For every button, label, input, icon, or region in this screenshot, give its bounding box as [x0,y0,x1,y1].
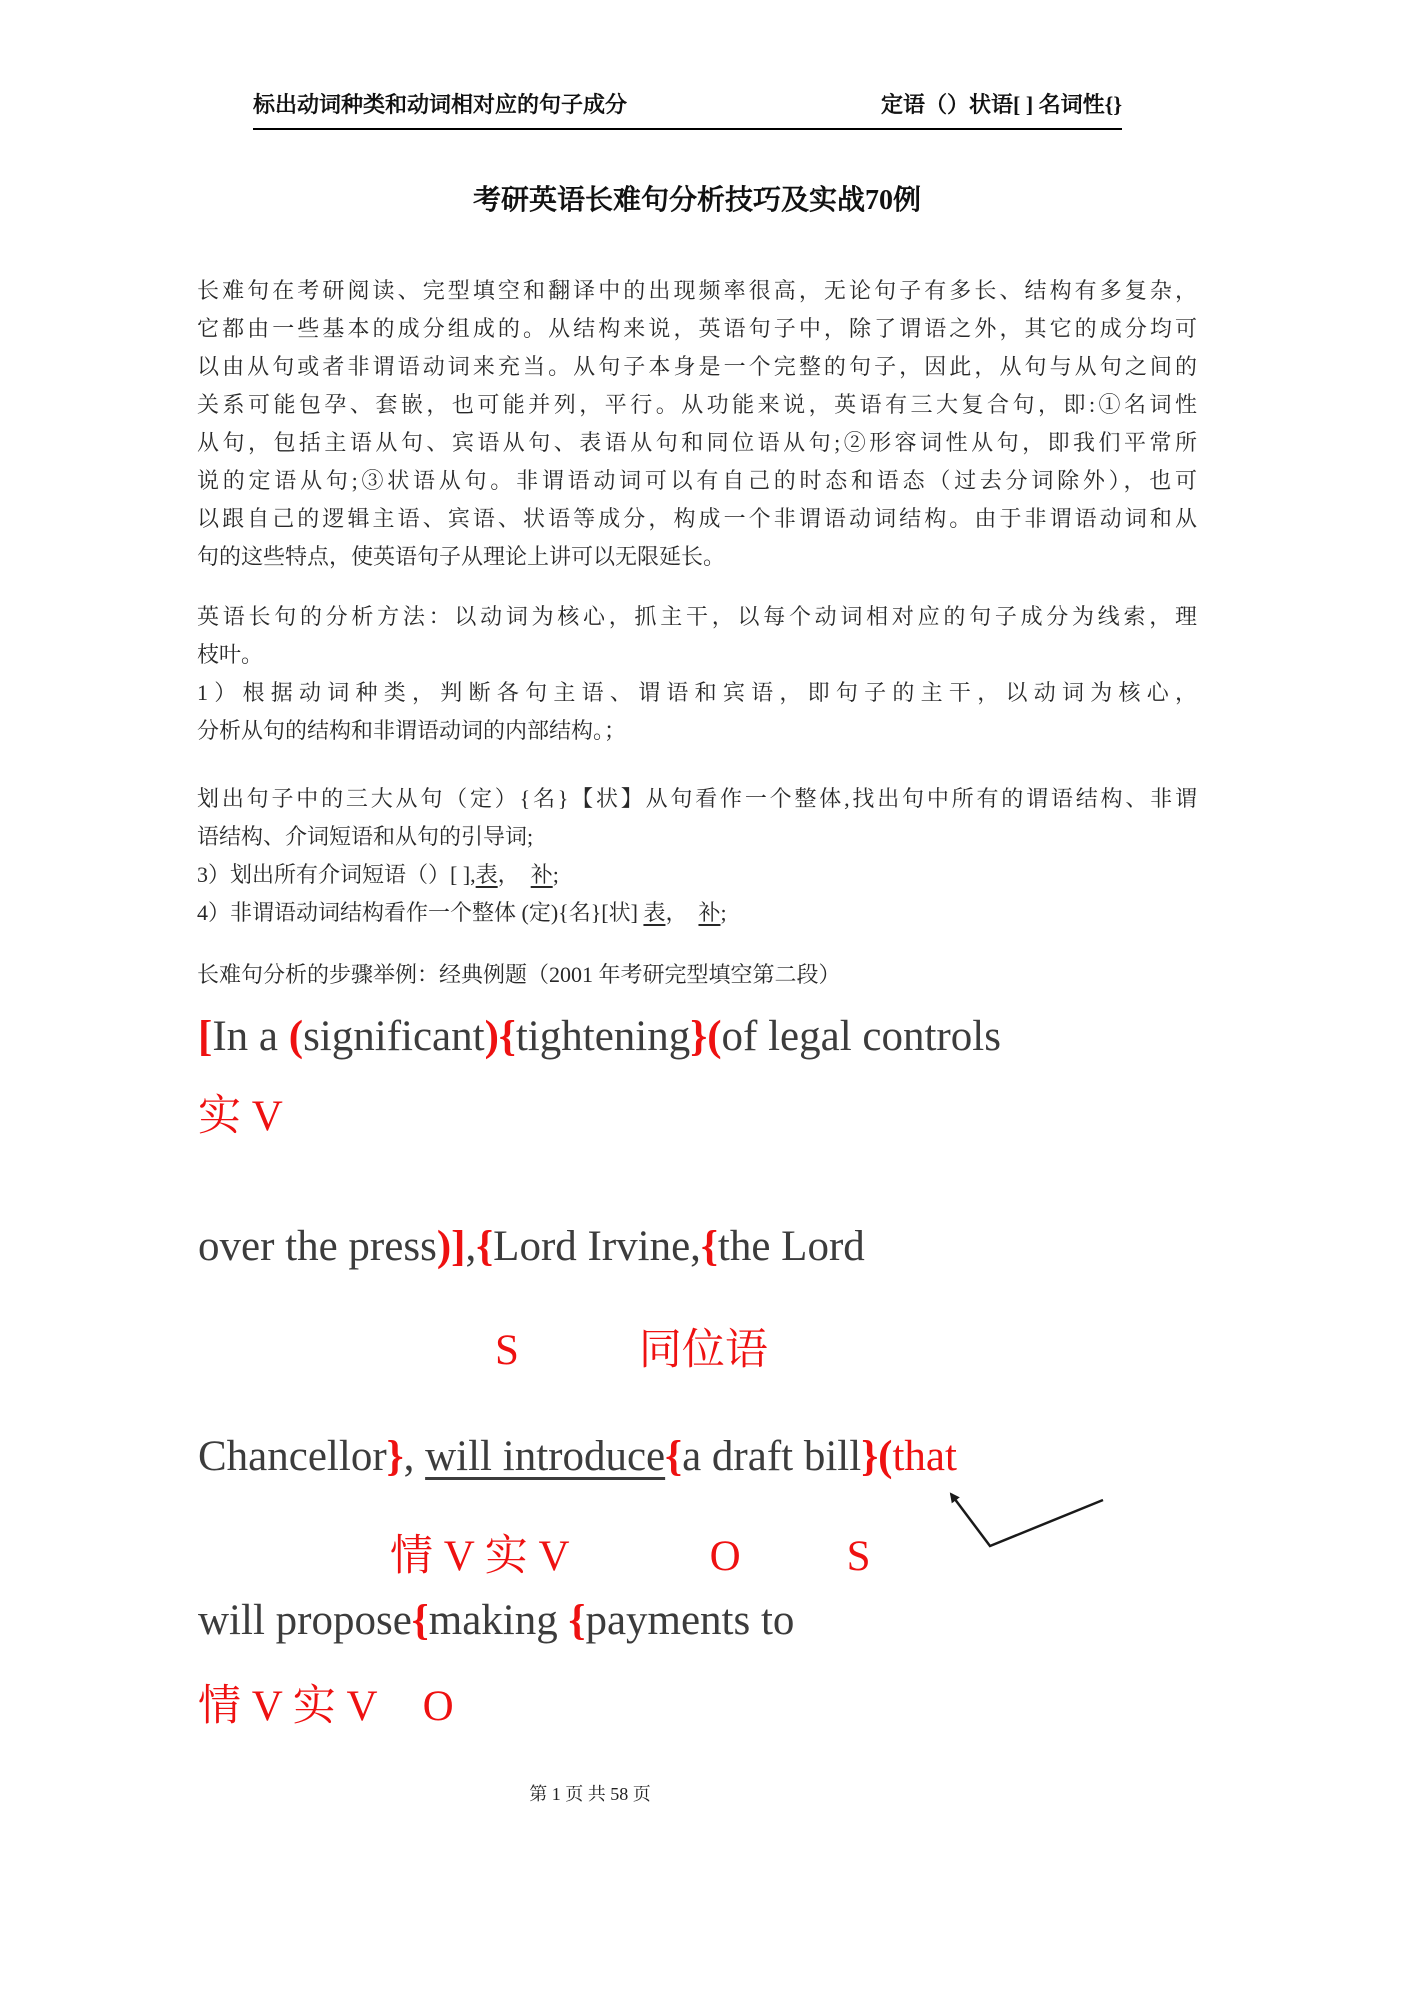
paragraph-line: 枝叶。 [197,642,264,667]
paragraph-line: 英语长句的分析方法：以动词为核心，抓主干，以每个动词相对应的句子成分为线索，理 [197,604,1197,629]
paragraph-line: 1）根据动词种类，判断各句主语、谓语和宾语，即句子的主干，以动词为核心， [197,680,1197,705]
grammar-annotation-line: 情 V 实 V O [198,1683,454,1730]
page-title: 考研英语长难句分析技巧及实战70例 [472,185,921,216]
example-sentence-block [198,1000,1408,1736]
paragraph-line: 划出句子中的三大从句（定）{名}【状】从句看作一个整体,找出句中所有的谓语结构、非谓 [197,786,1197,811]
paragraph-line: 分析从句的结构和非谓语动词的内部结构。； [197,718,627,743]
paragraph-line: 以由从句或者非谓语动词来充当。从句子本身是一个完整的句子，因此，从句与从句之间的 [197,354,1197,379]
paragraph-line: 语结构、介词短语和从句的引导词; [197,824,534,849]
header-left-label: 标出动词种类和动词相对应的句子成分 [253,92,628,117]
example-sentence-line: will propose{making {payments to [198,1597,795,1644]
paragraph-line: 说的定语从句;③状语从句。非谓语动词可以有自己的时态和语态（过去分词除外），也可 [197,468,1197,493]
reference-arrow-icon [920,1478,1120,1558]
grammar-annotation-line: S 同位语 [495,1327,768,1374]
paragraph-line: 以跟自己的逻辑主语、宾语、状语等成分，构成一个非谓语动词结构。由于非谓语动词和从 [197,506,1197,531]
paragraph-line: 它都由一些基本的成分组成的。从结构来说，英语句子中，除了谓语之外，其它的成分均可 [197,316,1197,341]
page-header [253,88,1122,130]
example-sentence-line: Chancellor}, will introduce{a draft bill}(that [198,1433,957,1480]
intro-paragraph [197,272,1197,576]
example-sentence-line: over the press)],{Lord Irvine,{the Lord [198,1223,865,1270]
method-paragraph [197,598,1197,750]
paragraph-line: 4）非谓语动词结构看作一个整体 (定){名}[状] 表， 补; [197,900,727,925]
example-caption: 长难句分析的步骤举例：经典例题（2001 年考研完型填空第二段） [197,962,841,987]
example-sentence-line: [In a (significant){tightening}(of legal controls [198,1013,1001,1060]
paragraph-line: 长难句在考研阅读、完型填空和翻译中的出现频率很高，无论句子有多长、结构有多复杂， [197,278,1197,303]
paragraph-line: 句的这些特点，使英语句子从理论上讲可以无限延长。 [197,544,726,569]
grammar-annotation-line: 实 V [198,1093,283,1140]
paragraph-line: 关系可能包孕、套嵌，也可能并列，平行。从功能来说，英语有三大复合句，即:①名词性 [197,392,1197,417]
grammar-annotation-line: 情 V 实 V O S [390,1533,871,1580]
header-right-label: 定语（）状语[ ] 名词性{} [881,92,1122,117]
page-number-footer: 第 1 页 共 58 页 [529,1784,651,1804]
paragraph-line: 3）划出所有介词短语（）[ ],表， 补; [197,862,559,887]
steps-paragraph [197,780,1197,932]
paragraph-line: 从句，包括主语从句、宾语从句、表语从句和同位语从句;②形容词性从句，即我们平常所 [197,430,1197,455]
